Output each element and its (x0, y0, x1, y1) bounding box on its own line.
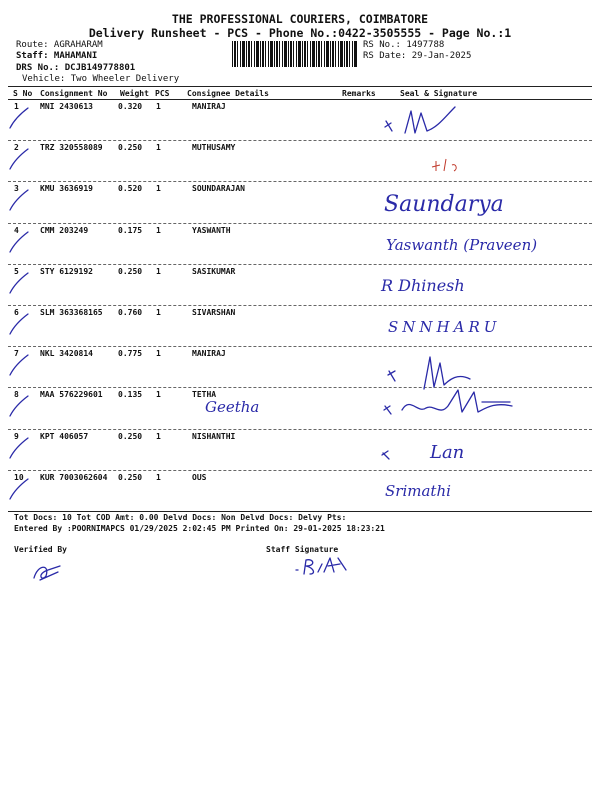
staff-label: Staff: MAHAMANI (16, 51, 98, 61)
cell-consignee: MUTHUSAMY (192, 143, 236, 153)
cell-sno: 3 (14, 184, 19, 194)
signature-row-5: R Dhinesh (381, 276, 465, 295)
col-sno: S No (13, 89, 33, 98)
col-consignee: Consignee Details (187, 89, 269, 98)
signature-row-4: Yaswanth (Praveen) (386, 236, 538, 254)
signature-row-8 (382, 386, 522, 426)
row-divider (8, 264, 592, 265)
cell-consignment: KUR 7003062604 (40, 472, 108, 482)
signature-row-3: Saundarya (384, 192, 504, 217)
cell-sno: 8 (14, 390, 19, 400)
check-mark-icon (6, 312, 30, 340)
check-mark-icon (6, 353, 30, 381)
cell-sno: 9 (14, 431, 19, 441)
cell-sno: 1 (14, 102, 19, 111)
cell-weight: 0.250 (118, 431, 143, 441)
cell-consignment: MNI 2430613 (40, 102, 93, 111)
cell-pcs: 1 (156, 472, 161, 482)
check-mark-icon (6, 271, 30, 299)
company-title: THE PROFESSIONAL COURIERS, COIMBATORE (171, 12, 429, 26)
cell-consignment: KMU 3636919 (40, 184, 93, 194)
cell-pcs: 1 (156, 184, 161, 194)
col-seal-signature: Seal & Signature (400, 89, 478, 98)
cell-pcs: 1 (156, 390, 161, 400)
check-mark-icon (6, 394, 30, 422)
runsheet-subtitle: Delivery Runsheet - PCS - Phone No.:0422-3505555 - Page No.:1 (88, 26, 512, 40)
route-label: Route: AGRAHARAM (16, 40, 103, 50)
cell-consignment: MAA 576229601 (40, 390, 103, 400)
cell-pcs: 1 (156, 225, 161, 235)
cell-consignee: MANIRAJ (192, 349, 226, 359)
cell-pcs: 1 (156, 143, 161, 153)
cell-consignee: YASWANTH (192, 225, 231, 235)
cell-consignment: TRZ 320558089 (40, 143, 103, 153)
rs-date-label: RS Date: 29-Jan-2025 (363, 51, 472, 61)
cell-sno: 7 (14, 349, 19, 359)
row-divider (8, 470, 592, 471)
vehicle-label: Vehicle: Two Wheeler Delivery (22, 74, 180, 84)
row-divider (8, 305, 592, 306)
barcode-image (232, 41, 357, 67)
cell-consignee: OUS (192, 472, 207, 482)
cell-consignee: MANIRAJ (192, 102, 226, 111)
header-top-rule (8, 86, 592, 87)
verifier-signature (30, 560, 66, 588)
cell-consignment: SLM 363368165 (40, 308, 103, 317)
signature-row-2 (430, 155, 470, 179)
cell-weight: 0.135 (118, 390, 143, 400)
cell-weight: 0.775 (118, 349, 143, 359)
header-bottom-rule (8, 99, 592, 100)
col-consignment: Consignment No (40, 89, 108, 98)
cell-weight: 0.250 (118, 472, 143, 482)
cell-weight: 0.520 (118, 184, 143, 194)
totals-line: Tot Docs: 10 Tot COD Amt: 0.00 Delvd Docs: Non Delvd Docs: Delvy Pts: (14, 513, 347, 522)
cell-consignee: NISHANTHI (192, 431, 236, 441)
cell-consignment: STY 6129192 (40, 266, 93, 276)
col-weight: Weight (120, 89, 149, 98)
row-divider (8, 223, 592, 224)
cell-consignment: NKL 3420814 (40, 349, 93, 359)
cell-sno: 5 (14, 266, 19, 276)
cell-consignee: SIVARSHAN (192, 308, 236, 317)
cell-pcs: 1 (156, 349, 161, 359)
row-divider (8, 181, 592, 182)
check-mark-icon (6, 230, 30, 258)
cell-weight: 0.250 (118, 143, 143, 153)
cell-pcs: 1 (156, 431, 161, 441)
cell-pcs: 1 (156, 308, 161, 317)
cell-consignment: KPT 406057 (40, 431, 89, 441)
cell-sno: 4 (14, 225, 19, 235)
cell-consignee: SOUNDARAJAN (192, 184, 245, 194)
cell-sno: 6 (14, 308, 19, 317)
signature-row-9-mark (380, 446, 394, 465)
cell-consignee: SASIKUMAR (192, 266, 236, 276)
check-mark-icon (6, 147, 30, 175)
cell-weight: 0.250 (118, 266, 143, 276)
staff-signature-mark (294, 554, 354, 582)
drs-label: DRS No.: DCJB149778801 (16, 63, 136, 73)
col-pcs: PCS (155, 89, 170, 98)
col-remarks: Remarks (342, 89, 376, 98)
cell-weight: 0.760 (118, 308, 143, 317)
cell-consignee: TETHA (192, 390, 217, 400)
signature-row-9: Lan (430, 442, 465, 463)
signature-row-1 (383, 103, 463, 143)
signature-row-10: Srimathi (385, 482, 451, 500)
cell-weight: 0.175 (118, 225, 143, 235)
verified-by-label: Verified By (14, 545, 67, 554)
check-mark-icon (6, 436, 30, 464)
cell-sno: 10 (14, 472, 24, 482)
staff-signature-label: Staff Signature (266, 545, 339, 554)
cell-pcs: 1 (156, 266, 161, 276)
cell-sno: 2 (14, 143, 19, 153)
cell-consignment: CMM 203249 (40, 225, 89, 235)
rs-no-label: RS No.: 1497788 (363, 40, 445, 50)
row-divider (8, 140, 592, 141)
entered-by-line: Entered By :POORNIMAPCS 01/29/2025 2:02:45 PM Printed On: 29-01-2025 18:23:21 (14, 524, 385, 533)
cell-weight: 0.320 (118, 102, 143, 111)
check-mark-icon (6, 188, 30, 216)
row-divider (8, 346, 592, 347)
check-mark-icon (6, 477, 30, 505)
cell-pcs: 1 (156, 102, 161, 111)
remark-row-8: Geetha (205, 398, 260, 416)
row-divider (8, 429, 592, 430)
check-mark-icon (6, 106, 30, 134)
signature-row-6: SNNHARU (388, 318, 501, 336)
footer-rule (8, 511, 592, 512)
